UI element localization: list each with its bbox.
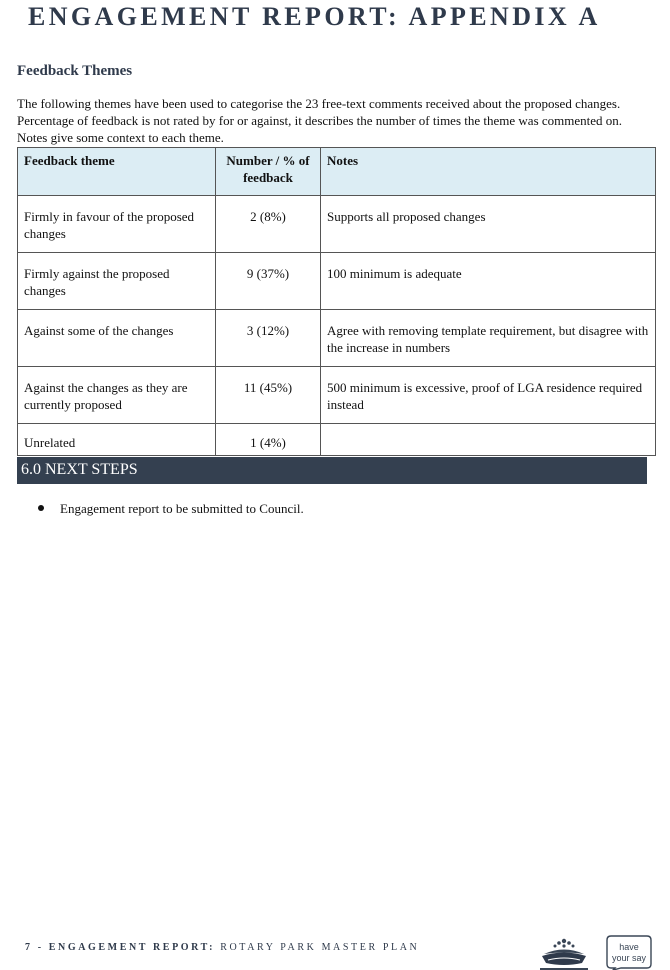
number-cell: 3 (12%)	[216, 310, 321, 367]
notes-cell: 100 minimum is adequate	[321, 253, 656, 310]
hys-logo-line1: have	[619, 942, 639, 952]
column-header-theme: Feedback theme	[18, 148, 216, 196]
number-cell: 11 (45%)	[216, 367, 321, 424]
page-footer	[25, 942, 419, 953]
council-logo-icon	[536, 934, 592, 970]
hys-logo-line2: your say	[611, 953, 647, 963]
table-row	[18, 310, 656, 367]
have-your-say-logo-icon	[605, 934, 653, 970]
bullet-icon	[38, 505, 44, 511]
report-title: ENGAGEMENT REPORT: APPENDIX A	[28, 2, 601, 31]
theme-cell: Unrelated	[18, 424, 216, 456]
column-header-notes: Notes	[321, 148, 656, 196]
table-header-row	[18, 148, 656, 196]
theme-cell: Against the changes as they are currently proposed	[18, 367, 216, 424]
theme-cell: Firmly against the proposed changes	[18, 253, 216, 310]
notes-cell: 500 minimum is excessive, proof of LGA residence required instead	[321, 367, 656, 424]
feedback-themes-heading: Feedback Themes	[17, 63, 133, 79]
notes-cell: Supports all proposed changes	[321, 196, 656, 253]
next-steps-section-bar	[17, 457, 647, 484]
number-cell: 9 (37%)	[216, 253, 321, 310]
theme-cell: Firmly in favour of the proposed changes	[18, 196, 216, 253]
number-cell: 1 (4%)	[216, 424, 321, 456]
column-header-number: Number / % of feedback	[216, 148, 321, 196]
notes-cell	[321, 424, 656, 456]
theme-cell: Against some of the changes	[18, 310, 216, 367]
notes-cell: Agree with removing template requirement, but disagree with the increase in numbers	[321, 310, 656, 367]
list-item-text: Engagement report to be submitted to Council.	[60, 501, 304, 516]
feedback-themes-table	[17, 147, 656, 456]
next-steps-heading: 6.0 NEXT STEPS	[21, 461, 138, 478]
feedback-intro	[17, 95, 657, 146]
table-row	[18, 253, 656, 310]
intro-line: The following themes have been used to categorise the 23 free-text comments received about the proposed changes.	[17, 96, 621, 111]
next-steps-list	[17, 500, 304, 517]
footer-document-name: ROTARY PARK MASTER PLAN	[220, 942, 420, 953]
table-row	[18, 367, 656, 424]
intro-line: Notes give some context to each theme.	[17, 130, 224, 145]
intro-line: Percentage of feedback is not rated by for or against, it describes the number of times the theme was commented on.	[17, 113, 623, 128]
table-row	[18, 424, 656, 456]
table-row	[18, 196, 656, 253]
footer-page-label: 7 - ENGAGEMENT REPORT:	[25, 942, 216, 953]
number-cell: 2 (8%)	[216, 196, 321, 253]
list-item	[17, 500, 304, 517]
